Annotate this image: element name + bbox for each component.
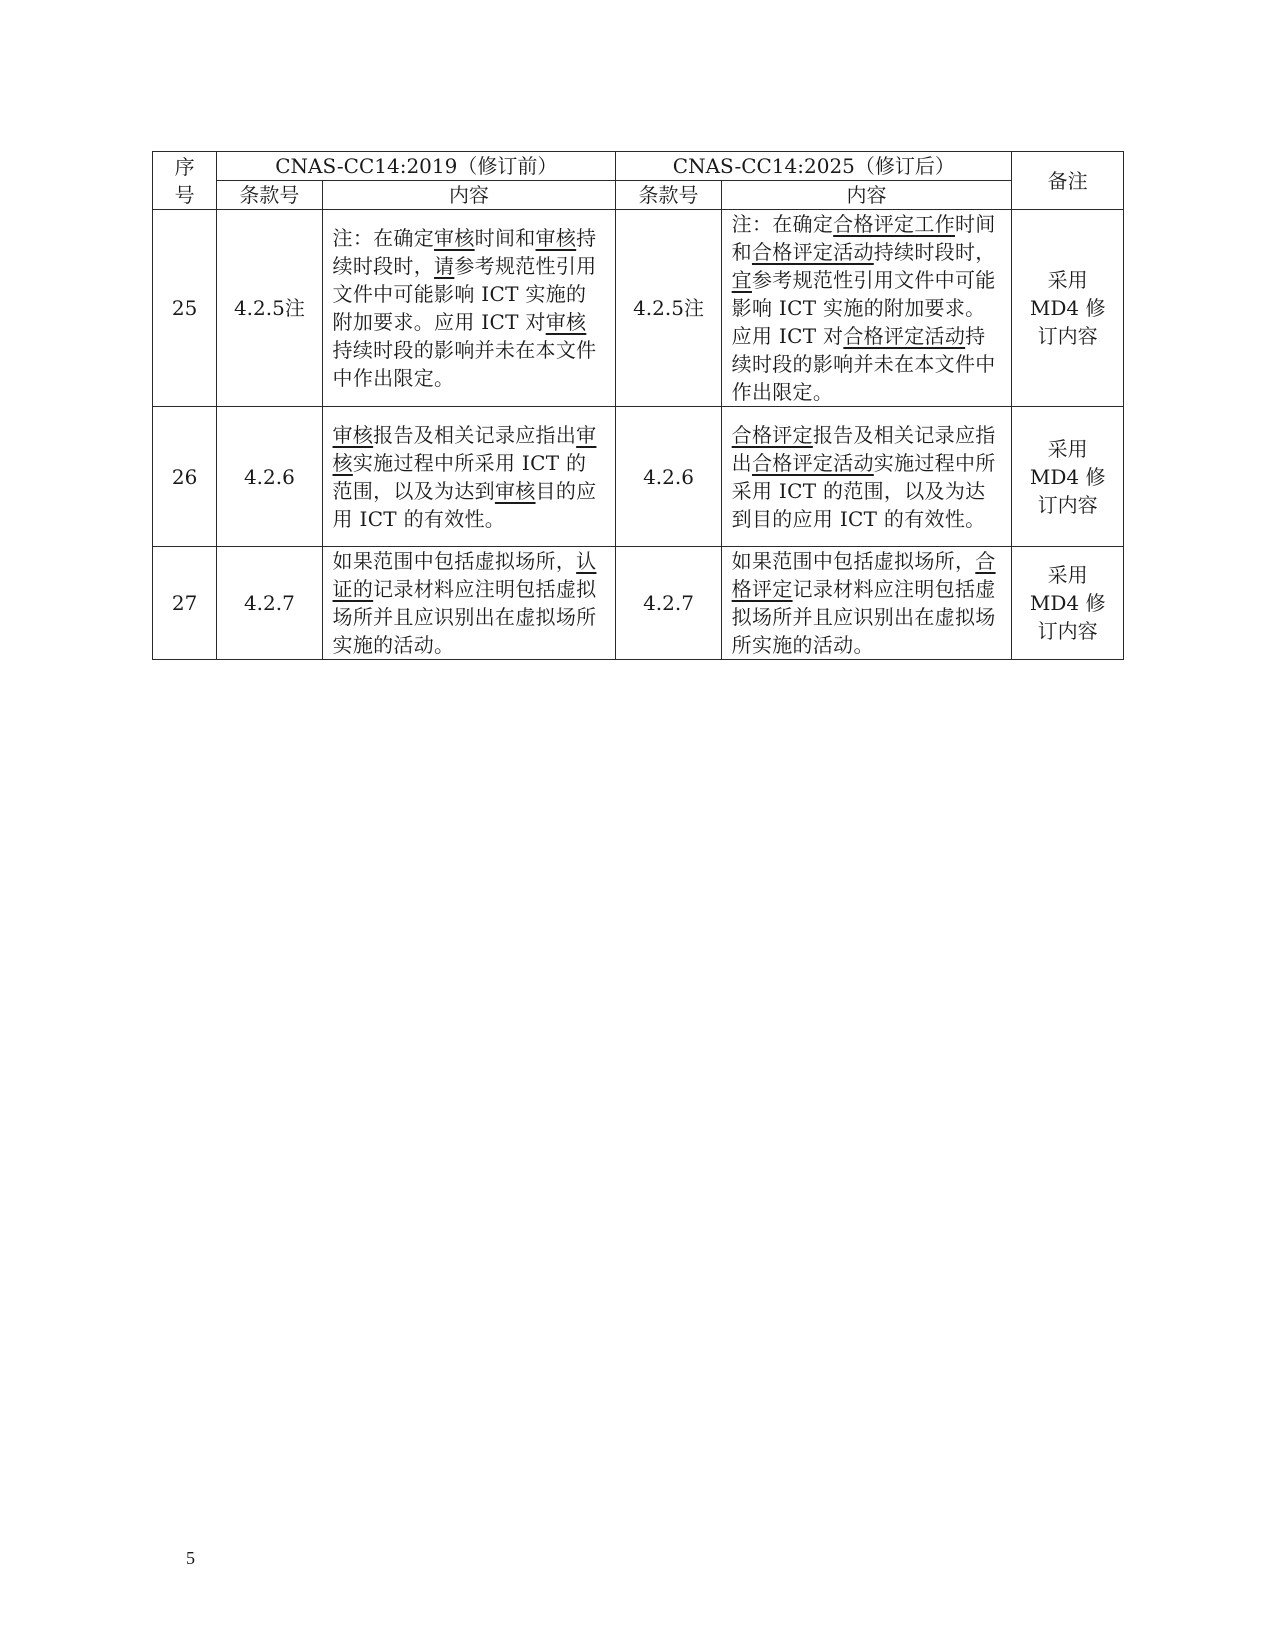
underlined-revised-term: 认证的	[332, 549, 597, 601]
underlined-revised-term: 审核	[332, 422, 374, 447]
underlined-revised-term: 宜	[731, 268, 752, 292]
row-seq: 25	[153, 210, 217, 407]
row-before-clause: 4.2.6	[217, 407, 322, 547]
content-text: 参考规范性引用文件中可能影响 ICT 实施的附加要求。应用 ICT 对	[731, 268, 996, 348]
table-row	[153, 210, 1124, 407]
row-before-clause: 4.2.7	[217, 547, 322, 660]
content-text: 如果范围中包括虚拟场所，	[731, 549, 976, 573]
content-text: 注：在确定	[731, 212, 834, 236]
underlined-revised-term: 请	[434, 254, 455, 278]
row-after-clause: 4.2.5注	[616, 210, 721, 407]
header-after-clause: 条款号	[616, 181, 721, 210]
content-text: 持续时段的影响并未在本文件中作出限定。	[332, 338, 597, 390]
content-text: 记录材料应注明包括虚拟场所并且应识别出在虚拟场所实施的活动。	[731, 577, 996, 657]
underlined-revised-term: 合格评定活动	[751, 450, 874, 475]
row-after-content	[721, 407, 1012, 547]
revision-comparison-table	[152, 151, 1124, 660]
underlined-revised-term: 审核	[494, 478, 536, 503]
content-text: 报告及相关记录应指出	[731, 422, 996, 475]
underlined-revised-term: 合格评定活动	[843, 324, 966, 348]
content-text: 实施过程中所采用 ICT 的范围，以及为达到	[332, 450, 587, 503]
underlined-revised-term: 合格评定工作	[833, 212, 955, 236]
content-text: 时间和	[474, 226, 536, 250]
row-remark: 采用 MD4 修订内容	[1012, 210, 1124, 407]
content-text: 时间和	[731, 212, 996, 264]
content-text: 持续时段的影响并未在本文件中作出限定。	[731, 324, 996, 404]
underlined-revised-term: 审核	[332, 422, 597, 475]
row-after-clause: 4.2.6	[616, 407, 721, 547]
row-remark: 采用 MD4 修订内容	[1012, 407, 1124, 547]
content-text: 实施过程中所采用 ICT 的范围，以及为达到目的应用 ICT 的有效性。	[731, 450, 996, 531]
underlined-revised-term: 审核	[434, 226, 475, 250]
page-number: 5	[186, 1548, 195, 1568]
content-text: 参考规范性引用文件中可能影响 ICT 实施的附加要求。应用 ICT 对	[332, 254, 597, 334]
content-text: 如果范围中包括虚拟场所，	[332, 549, 577, 573]
header-before-clause: 条款号	[217, 181, 322, 210]
row-before-clause: 4.2.5注	[217, 210, 322, 407]
underlined-revised-term: 审核	[545, 310, 587, 334]
table-row	[153, 407, 1124, 547]
content-text: 持续时段时，	[873, 240, 996, 264]
content-text: 持续时段时，	[332, 226, 597, 278]
content-text: 报告及相关记录应指出	[373, 422, 577, 447]
content-text: 注：在确定	[332, 226, 435, 250]
header-before-version: CNAS-CC14:2019（修订前）	[217, 152, 616, 181]
row-before-content	[322, 407, 616, 547]
header-row-2	[153, 181, 1124, 210]
content-text: 记录材料应注明包括虚拟场所并且应识别出在虚拟场所实施的活动。	[332, 577, 597, 657]
header-seq: 序号	[153, 152, 217, 210]
underlined-revised-term: 合格评定	[731, 549, 996, 601]
underlined-revised-term: 审核	[535, 226, 577, 250]
header-row-1	[153, 152, 1124, 181]
table-row	[153, 547, 1124, 660]
row-remark: 采用 MD4 修订内容	[1012, 547, 1124, 660]
content-text: 目的应用 ICT 的有效性。	[332, 478, 597, 531]
row-seq: 26	[153, 407, 217, 547]
header-after-version: CNAS-CC14:2025（修订后）	[616, 152, 1012, 181]
underlined-revised-term: 合格评定活动	[751, 240, 874, 264]
row-after-content	[721, 547, 1012, 660]
row-before-content	[322, 547, 616, 660]
header-before-content: 内容	[322, 181, 616, 210]
underlined-revised-term: 合格评定	[731, 422, 813, 447]
header-after-content: 内容	[721, 181, 1012, 210]
header-remark: 备注	[1012, 152, 1124, 210]
row-after-clause: 4.2.7	[616, 547, 721, 660]
row-seq: 27	[153, 547, 217, 660]
row-after-content	[721, 210, 1012, 407]
row-before-content	[322, 210, 616, 407]
